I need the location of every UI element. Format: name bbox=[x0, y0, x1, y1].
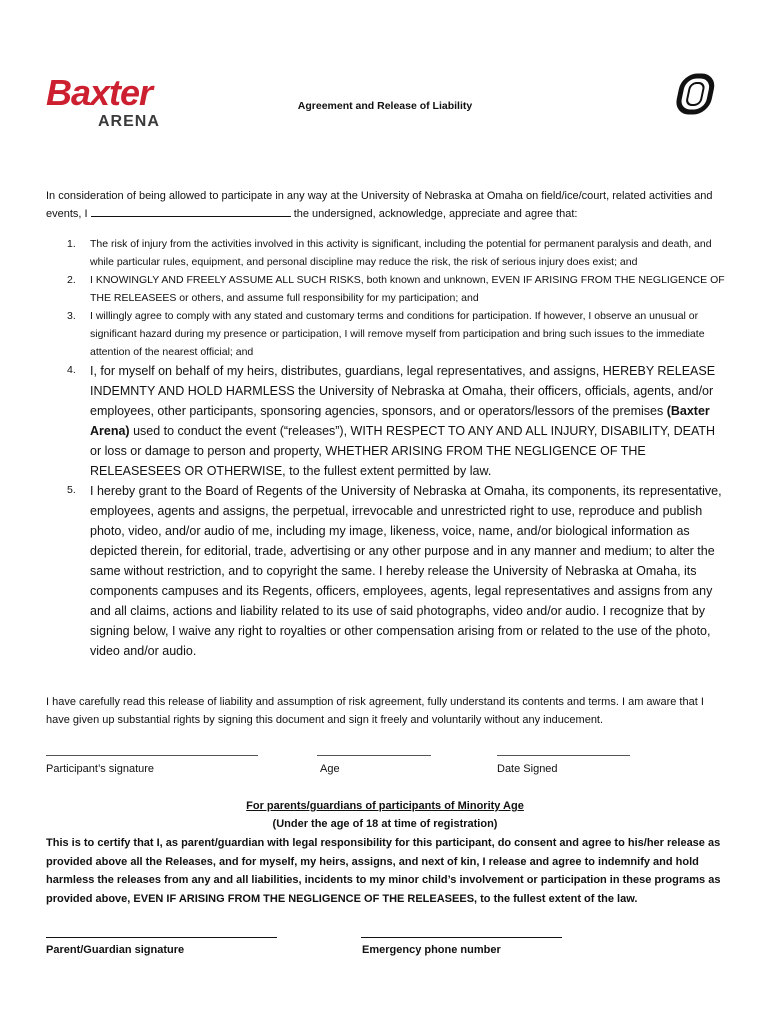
age-label: Age bbox=[320, 763, 340, 775]
name-blank-field[interactable] bbox=[91, 206, 291, 217]
term-number: 3. bbox=[67, 310, 76, 322]
term-item bbox=[46, 361, 726, 481]
intro-paragraph bbox=[46, 187, 726, 223]
term-text: I, for myself on behalf of my heirs, distributes, guardians, legal representatives, and assigns, HEREBY RELEASE INDEMNTY AND HOLD HARMLESS the University of Nebraska at Omaha, their officers, officials, agents, and/or employees, other participants, sponsoring agencies, sponsors, and or operators/lessors of the premises bbox=[90, 364, 716, 418]
term-text: I hereby grant to the Board of Regents of the University of Nebraska at Omaha, its components, its representative, employees, agents and assigns, the perpetual, irrevocable and unrestricted right to use, reproduce and publish photo, video, and/or audio of me, including my image, likeness, voice, name, and/or biological information as depicted therein, for editorial, trade, advertising or any other purpose and in any manner and medium; to alter the same without restriction, and to copyright the same. I hereby release the University of Nebraska at Omaha, its components campuses and its Regents, officers, employees, agents, legal representatives and assigns from any and all claims, actions and liability related to its use of said photographs, video and/or audio. I recognize that by signing below, I waive any right to royalties or other compensation arising from or related to the use of the photo, video and/or audio. bbox=[90, 484, 722, 658]
term-number: 2. bbox=[67, 274, 76, 286]
minor-consent-paragraph: This is to certify that I, as parent/guardian with legal responsibility for this participant, do consent and agree to his/her release as provided above all the Releases, and for myself, my heirs, assigns, and next of kin, I release and agree to indemnify and hold harmless the releases from any and all liabilities, incidents to my minor child’s involvement or participation in these programs as provided above, EVEN IF ARISING FROM THE NEGLIGENCE OF THE RELEASEES, to the fullest extent of the law. bbox=[46, 837, 721, 905]
intro-text-end: the undersigned, acknowledge, appreciate and agree that: bbox=[290, 208, 578, 220]
term-number: 1. bbox=[67, 238, 76, 250]
term-text: used to conduct the event (“releases”), WITH RESPECT TO ANY AND ALL INJURY, DISABILITY, DEATH or loss or damage to person and property, WHETHER ARISING FROM THE NEGLIGENCE OF THE RELEASESEES OR OTHERWISE, to the fullest extent permitted by law. bbox=[90, 424, 716, 478]
term-item bbox=[46, 307, 726, 361]
term-text: I willingly agree to comply with any stated and customary terms and conditions for participation. If however, I observe an unusual or significant hazard during my presence or participation, I will remove myself from participation and bring such issues to the immediate attention of the nearest official; and bbox=[90, 310, 705, 358]
date-signed-line[interactable] bbox=[497, 755, 630, 756]
participant-signature-label: Participant’s signature bbox=[46, 763, 155, 775]
intro-text-start: In consideration of being allowed to participate in any way at the University of Nebraska at Omaha on field/ice/court, related activities and events, I bbox=[46, 190, 713, 220]
o-logo-icon bbox=[673, 72, 717, 116]
closing-paragraph: I have carefully read this release of liability and assumption of risk agreement, fully understand its contents and terms. I am aware that I have given up substantial rights by signing this document and sign it freely and voluntarily without any inducement. bbox=[46, 696, 704, 726]
emergency-phone-label: Emergency phone number bbox=[362, 944, 501, 956]
guardian-signature-label: Parent/Guardian signature bbox=[46, 944, 185, 956]
date-signed-label: Date Signed bbox=[497, 763, 558, 775]
term-text: I KNOWINGLY AND FREELY ASSUME ALL SUCH RISKS, both known and unknown, EVEN IF ARISING FROM THE NEGLIGENCE OF THE RELEASEES or others, and assume full responsibility for my participation; and bbox=[90, 274, 725, 304]
arena-logo-text: ARENA bbox=[98, 113, 160, 130]
minor-heading-text: For parents/guardians of participants of Minority Age bbox=[246, 800, 524, 812]
guardian-signature-line[interactable] bbox=[46, 937, 277, 938]
terms-list bbox=[46, 235, 726, 661]
minor-section-heading bbox=[0, 797, 770, 815]
term-text: The risk of injury from the activities involved in this activity is significant, including the potential for permanent paralysis and death, and while particular rules, equipment, and personal discipline may reduce the risk, the risk of serious injury does exist; and bbox=[90, 238, 712, 268]
term-number: 4. bbox=[67, 364, 76, 376]
document-title: Agreement and Release of Liability bbox=[297, 100, 473, 112]
age-line[interactable] bbox=[317, 755, 431, 756]
term-bold-text: (Baxter Arena) bbox=[90, 404, 710, 438]
term-item bbox=[46, 271, 726, 307]
term-item bbox=[46, 235, 726, 271]
emergency-phone-line[interactable] bbox=[361, 937, 562, 938]
term-item bbox=[46, 481, 726, 661]
baxter-logo-text: Baxter bbox=[46, 72, 153, 113]
minor-section-subheading: (Under the age of 18 at time of registration) bbox=[272, 818, 498, 830]
participant-signature-line[interactable] bbox=[46, 755, 258, 756]
term-number: 5. bbox=[67, 484, 76, 496]
